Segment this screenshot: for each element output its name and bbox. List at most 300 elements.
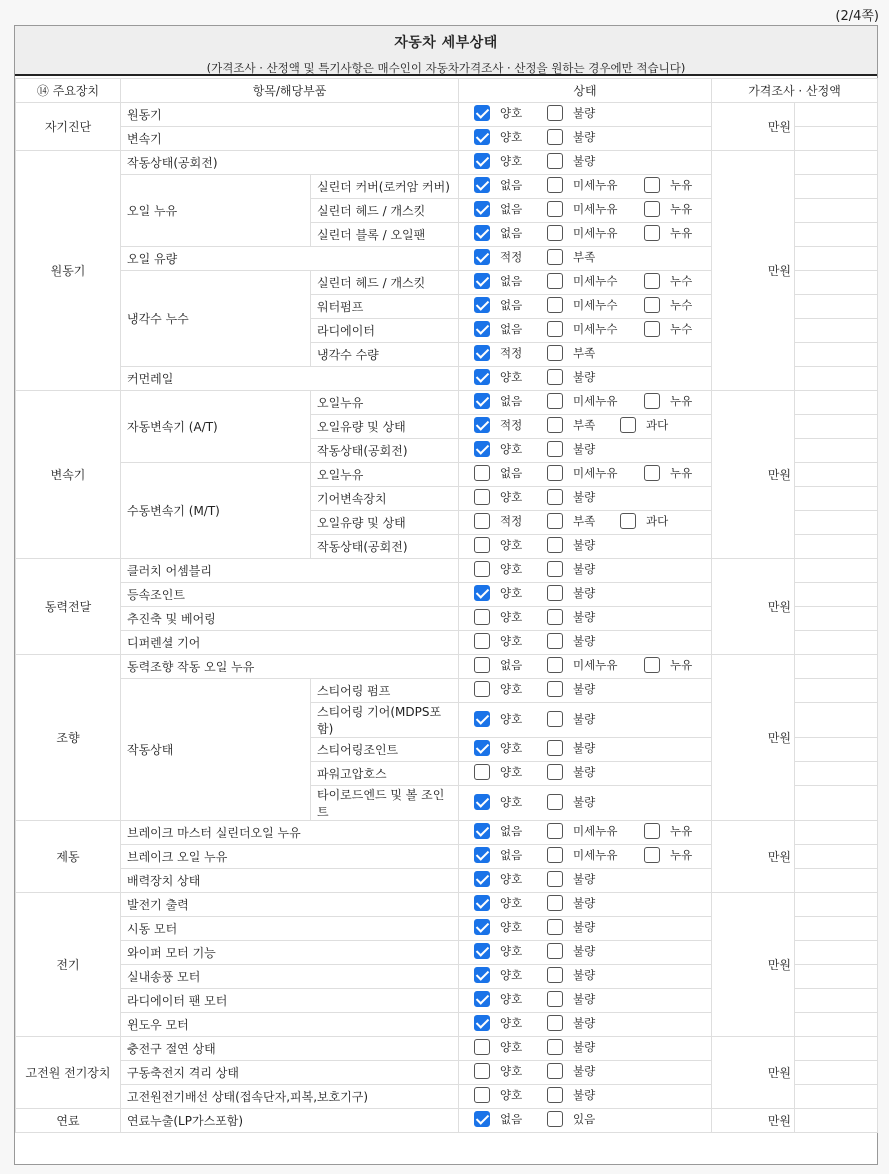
checkbox[interactable] <box>547 465 563 481</box>
option-label: 양호 <box>500 130 523 144</box>
checkbox[interactable] <box>474 249 490 265</box>
checkbox[interactable] <box>474 273 490 289</box>
state-option <box>538 153 611 169</box>
price-input-cell[interactable] <box>795 965 878 989</box>
option-label: 미세누유 <box>573 824 618 838</box>
state-option <box>538 871 611 887</box>
option-label: 미세누수 <box>573 274 618 288</box>
price-input-cell[interactable] <box>795 1085 878 1109</box>
checkbox[interactable] <box>547 393 563 409</box>
price-input-cell[interactable] <box>795 607 878 631</box>
price-unit: 만원 <box>712 821 795 893</box>
checkbox[interactable] <box>547 561 563 577</box>
checkbox[interactable] <box>547 711 563 727</box>
checkbox[interactable] <box>547 585 563 601</box>
checkbox[interactable] <box>547 794 563 810</box>
page-subtitle: (가격조사 · 산정액 및 특기사항은 매수인이 자동차가격조사 · 산정을 원하는 경우에만 적습니다) <box>206 61 686 75</box>
state-option <box>635 657 708 673</box>
checkbox[interactable] <box>547 273 563 289</box>
checkbox[interactable] <box>474 369 490 385</box>
checkbox[interactable] <box>474 764 490 780</box>
state-option <box>465 895 538 911</box>
checkbox[interactable] <box>547 201 563 217</box>
checkbox[interactable] <box>547 225 563 241</box>
option-label: 양호 <box>500 1088 523 1102</box>
option-label: 적정 <box>500 346 523 360</box>
checkbox[interactable] <box>644 273 660 289</box>
checkbox[interactable] <box>474 417 490 433</box>
state-options <box>459 559 712 583</box>
option-label: 불량 <box>573 920 596 934</box>
price-input-cell[interactable] <box>795 679 878 703</box>
option-label: 불량 <box>573 1016 596 1030</box>
state-option <box>465 129 538 145</box>
checkbox[interactable] <box>474 297 490 313</box>
checkbox[interactable] <box>474 609 490 625</box>
price-input-cell[interactable] <box>795 487 878 511</box>
state-option <box>538 201 635 217</box>
checkbox[interactable] <box>547 297 563 313</box>
device-category: 전기 <box>16 893 121 1037</box>
price-input-cell[interactable] <box>795 703 878 738</box>
option-label: 양호 <box>500 1064 523 1078</box>
table-row <box>16 559 878 583</box>
checkbox[interactable] <box>644 297 660 313</box>
state-options <box>459 1061 712 1085</box>
state-option <box>465 847 538 863</box>
price-input-cell[interactable] <box>795 738 878 762</box>
checkbox[interactable] <box>644 657 660 673</box>
checkbox[interactable] <box>474 967 490 983</box>
item-label: 원동기 <box>121 103 459 127</box>
checkbox[interactable] <box>547 537 563 553</box>
checkbox[interactable] <box>474 345 490 361</box>
checkbox[interactable] <box>547 943 563 959</box>
state-option <box>635 201 708 217</box>
checkbox[interactable] <box>644 225 660 241</box>
option-label: 양호 <box>500 944 523 958</box>
state-options <box>459 463 712 487</box>
checkbox[interactable] <box>547 345 563 361</box>
option-label: 미세누유 <box>573 178 618 192</box>
checkbox[interactable] <box>474 393 490 409</box>
state-option <box>538 823 635 839</box>
state-options <box>459 247 712 271</box>
option-label: 적정 <box>500 418 523 432</box>
state-option <box>465 153 538 169</box>
checkbox[interactable] <box>547 633 563 649</box>
checkbox[interactable] <box>547 991 563 1007</box>
checkbox[interactable] <box>547 657 563 673</box>
price-input-cell[interactable] <box>795 583 878 607</box>
price-input-cell[interactable] <box>795 941 878 965</box>
option-label: 미세누유 <box>573 226 618 240</box>
state-option <box>635 225 708 241</box>
option-label: 불량 <box>573 610 596 624</box>
checkbox[interactable] <box>474 321 490 337</box>
price-input-cell[interactable] <box>795 1109 878 1133</box>
checkbox[interactable] <box>474 177 490 193</box>
state-option <box>465 681 538 697</box>
option-label: 누유 <box>670 394 693 408</box>
state-option <box>465 1111 538 1127</box>
option-label: 불량 <box>573 992 596 1006</box>
state-option <box>465 711 538 727</box>
price-input-cell[interactable] <box>795 151 878 175</box>
state-option <box>538 740 611 756</box>
option-label: 누유 <box>670 658 693 672</box>
price-input-cell[interactable] <box>795 223 878 247</box>
option-label: 불량 <box>573 682 596 696</box>
price-unit: 만원 <box>712 391 795 559</box>
price-input-cell[interactable] <box>795 989 878 1013</box>
checkbox[interactable] <box>474 129 490 145</box>
checkbox[interactable] <box>547 489 563 505</box>
checkbox[interactable] <box>474 740 490 756</box>
table-row <box>16 655 878 679</box>
price-input-cell[interactable] <box>795 199 878 223</box>
checkbox[interactable] <box>474 225 490 241</box>
price-unit: 만원 <box>712 1109 795 1133</box>
checkbox[interactable] <box>547 369 563 385</box>
state-option <box>538 711 611 727</box>
header-device: ⑭ 주요장치 <box>16 79 121 103</box>
state-options <box>459 583 712 607</box>
state-option <box>538 345 611 361</box>
inspection-sheet <box>14 25 878 1165</box>
state-option <box>465 513 538 529</box>
state-option <box>465 794 538 810</box>
option-label: 누유 <box>670 848 693 862</box>
checkbox[interactable] <box>474 871 490 887</box>
checkbox[interactable] <box>474 1111 490 1127</box>
state-option <box>465 321 538 337</box>
table-row <box>16 391 878 415</box>
item-label: 자동변속기 (A/T) <box>121 391 311 463</box>
state-options <box>459 607 712 631</box>
state-option <box>635 847 708 863</box>
price-input-cell[interactable] <box>795 415 878 439</box>
option-label: 양호 <box>500 106 523 120</box>
checkbox[interactable] <box>547 1015 563 1031</box>
checkbox[interactable] <box>547 847 563 863</box>
option-label: 양호 <box>500 896 523 910</box>
state-options <box>459 175 712 199</box>
state-options <box>459 367 712 391</box>
checkbox[interactable] <box>644 201 660 217</box>
option-label: 양호 <box>500 968 523 982</box>
state-option <box>538 561 611 577</box>
checkbox[interactable] <box>474 489 490 505</box>
checkbox[interactable] <box>547 1111 563 1127</box>
state-option <box>538 633 611 649</box>
sub-item-label: 실린더 헤드 / 개스킷 <box>311 199 459 223</box>
option-label: 적정 <box>500 250 523 264</box>
state-options <box>459 1109 712 1133</box>
state-option <box>538 105 611 121</box>
checkbox[interactable] <box>474 681 490 697</box>
checkbox[interactable] <box>547 967 563 983</box>
checkbox[interactable] <box>644 393 660 409</box>
state-option <box>538 794 611 810</box>
option-label: 불량 <box>573 562 596 576</box>
checkbox[interactable] <box>547 153 563 169</box>
checkbox[interactable] <box>474 105 490 121</box>
state-options <box>459 535 712 559</box>
checkbox[interactable] <box>644 177 660 193</box>
option-label: 불량 <box>573 130 596 144</box>
option-label: 양호 <box>500 586 523 600</box>
price-input-cell[interactable] <box>795 367 878 391</box>
sub-item-label: 작동상태(공회전) <box>311 535 459 559</box>
option-label: 누유 <box>670 226 693 240</box>
checkbox[interactable] <box>547 681 563 697</box>
checkbox[interactable] <box>547 823 563 839</box>
option-label: 양호 <box>500 765 523 779</box>
checkbox[interactable] <box>474 943 490 959</box>
state-option <box>635 321 708 337</box>
checkbox[interactable] <box>474 561 490 577</box>
sub-item-label: 실린더 커버(로커암 커버) <box>311 175 459 199</box>
state-options <box>459 631 712 655</box>
option-label: 불량 <box>573 1064 596 1078</box>
price-input-cell[interactable] <box>795 319 878 343</box>
checkbox[interactable] <box>547 895 563 911</box>
sub-item-label: 파워고압호스 <box>311 762 459 786</box>
checkbox[interactable] <box>644 465 660 481</box>
state-option <box>465 919 538 935</box>
state-option <box>538 609 611 625</box>
price-input-cell[interactable] <box>795 1061 878 1085</box>
checkbox[interactable] <box>474 1087 490 1103</box>
price-unit: 만원 <box>712 893 795 1037</box>
item-label: 발전기 출력 <box>121 893 459 917</box>
price-input-cell[interactable] <box>795 391 878 415</box>
price-input-cell[interactable] <box>795 1037 878 1061</box>
price-input-cell[interactable] <box>795 103 878 127</box>
price-input-cell[interactable] <box>795 893 878 917</box>
state-options <box>459 1037 712 1061</box>
state-options <box>459 223 712 247</box>
checkbox[interactable] <box>474 441 490 457</box>
checkbox[interactable] <box>547 321 563 337</box>
price-input-cell[interactable] <box>795 762 878 786</box>
table-row <box>16 103 878 127</box>
price-input-cell[interactable] <box>795 631 878 655</box>
checkbox[interactable] <box>547 1087 563 1103</box>
checkbox[interactable] <box>474 537 490 553</box>
price-input-cell[interactable] <box>795 127 878 151</box>
price-input-cell[interactable] <box>795 559 878 583</box>
state-option <box>538 943 611 959</box>
checkbox[interactable] <box>474 919 490 935</box>
checkbox[interactable] <box>547 177 563 193</box>
price-input-cell[interactable] <box>795 295 878 319</box>
price-input-cell[interactable] <box>795 1013 878 1037</box>
option-label: 누유 <box>670 202 693 216</box>
item-label: 커먼레일 <box>121 367 459 391</box>
checkbox[interactable] <box>474 991 490 1007</box>
checkbox[interactable] <box>547 129 563 145</box>
item-label: 냉각수 누수 <box>121 271 311 367</box>
option-label: 양호 <box>500 634 523 648</box>
sub-item-label: 오일누유 <box>311 463 459 487</box>
price-input-cell[interactable] <box>795 917 878 941</box>
option-label: 누유 <box>670 824 693 838</box>
checkbox[interactable] <box>547 417 563 433</box>
state-options <box>459 917 712 941</box>
page-number: (2/4쪽) <box>835 9 879 24</box>
item-label: 수동변속기 (M/T) <box>121 463 311 559</box>
checkbox[interactable] <box>474 895 490 911</box>
checkbox[interactable] <box>547 105 563 121</box>
item-label: 윈도우 모터 <box>121 1013 459 1037</box>
checkbox[interactable] <box>547 919 563 935</box>
state-option <box>538 393 635 409</box>
state-options <box>459 679 712 703</box>
table-body <box>16 103 878 1133</box>
state-option <box>465 105 538 121</box>
state-option <box>538 681 611 697</box>
price-input-cell[interactable] <box>795 511 878 535</box>
item-label: 추진축 및 베어링 <box>121 607 459 631</box>
item-label: 등속조인트 <box>121 583 459 607</box>
price-input-cell[interactable] <box>795 343 878 367</box>
page-title: 자동차 세부상태 <box>394 35 498 51</box>
sub-item-label: 냉각수 수량 <box>311 343 459 367</box>
option-label: 누수 <box>670 274 693 288</box>
state-option <box>538 129 611 145</box>
option-label: 불량 <box>573 634 596 648</box>
state-option <box>465 1015 538 1031</box>
checkbox[interactable] <box>644 847 660 863</box>
option-label: 불량 <box>573 944 596 958</box>
price-input-cell[interactable] <box>795 655 878 679</box>
state-option <box>538 369 611 385</box>
price-input-cell[interactable] <box>795 175 878 199</box>
state-option <box>465 201 538 217</box>
state-options <box>459 869 712 893</box>
price-input-cell[interactable] <box>795 869 878 893</box>
checkbox[interactable] <box>474 153 490 169</box>
option-label: 불량 <box>573 586 596 600</box>
state-option <box>538 249 611 265</box>
state-option <box>465 177 538 193</box>
checkbox[interactable] <box>547 609 563 625</box>
state-option <box>538 847 635 863</box>
price-input-cell[interactable] <box>795 271 878 295</box>
checkbox[interactable] <box>547 871 563 887</box>
option-label: 양호 <box>500 538 523 552</box>
checkbox[interactable] <box>547 764 563 780</box>
state-option <box>465 393 538 409</box>
option-label: 부족 <box>573 346 596 360</box>
state-option <box>465 585 538 601</box>
price-input-cell[interactable] <box>795 535 878 559</box>
option-label: 양호 <box>500 610 523 624</box>
option-label: 불량 <box>573 442 596 456</box>
checkbox[interactable] <box>620 513 636 529</box>
price-input-cell[interactable] <box>795 439 878 463</box>
state-option <box>538 297 635 313</box>
checkbox[interactable] <box>474 657 490 673</box>
checkbox[interactable] <box>644 823 660 839</box>
item-label: 클러치 어셈블리 <box>121 559 459 583</box>
table-row <box>16 151 878 175</box>
checkbox[interactable] <box>547 1039 563 1055</box>
price-unit: 만원 <box>712 103 795 151</box>
checkbox[interactable] <box>474 1015 490 1031</box>
sub-item-label: 오일유량 및 상태 <box>311 415 459 439</box>
item-label: 브레이크 오일 누유 <box>121 845 459 869</box>
state-option <box>538 489 611 505</box>
checkbox[interactable] <box>474 633 490 649</box>
option-label: 양호 <box>500 920 523 934</box>
header-price: 가격조사 · 산정액 <box>712 79 878 103</box>
sub-item-label: 스티어링 기어(MDPS포함) <box>311 703 459 738</box>
item-label: 고전원전기배선 상태(접속단자,피복,보호기구) <box>121 1085 459 1109</box>
item-label: 브레이크 마스터 실린더오일 누유 <box>121 821 459 845</box>
device-category: 자기진단 <box>16 103 121 151</box>
checkbox[interactable] <box>474 465 490 481</box>
checkbox[interactable] <box>474 794 490 810</box>
device-category: 원동기 <box>16 151 121 391</box>
price-input-cell[interactable] <box>795 786 878 821</box>
price-input-cell[interactable] <box>795 247 878 271</box>
state-option <box>465 297 538 313</box>
state-option <box>635 823 708 839</box>
checkbox[interactable] <box>644 321 660 337</box>
checkbox[interactable] <box>547 249 563 265</box>
state-option <box>465 417 538 433</box>
checkbox[interactable] <box>474 711 490 727</box>
sub-item-label: 기어변속장치 <box>311 487 459 511</box>
checkbox[interactable] <box>474 1039 490 1055</box>
state-option <box>465 633 538 649</box>
checkbox[interactable] <box>547 513 563 529</box>
checkbox[interactable] <box>474 823 490 839</box>
title-box <box>15 26 877 76</box>
state-option <box>538 967 611 983</box>
item-label: 라디에이터 팬 모터 <box>121 989 459 1013</box>
checkbox[interactable] <box>474 513 490 529</box>
state-options <box>459 1085 712 1109</box>
option-label: 불량 <box>573 154 596 168</box>
price-input-cell[interactable] <box>795 845 878 869</box>
option-label: 양호 <box>500 370 523 384</box>
price-input-cell[interactable] <box>795 463 878 487</box>
state-options <box>459 151 712 175</box>
checkbox[interactable] <box>620 417 636 433</box>
checkbox[interactable] <box>474 585 490 601</box>
checkbox[interactable] <box>474 201 490 217</box>
item-label: 변속기 <box>121 127 459 151</box>
device-category: 제동 <box>16 821 121 893</box>
state-option <box>635 297 708 313</box>
option-label: 부족 <box>573 514 596 528</box>
checkbox[interactable] <box>474 1063 490 1079</box>
state-option <box>465 561 538 577</box>
state-option <box>465 609 538 625</box>
checkbox[interactable] <box>474 847 490 863</box>
state-options <box>459 199 712 223</box>
checkbox[interactable] <box>547 740 563 756</box>
checkbox[interactable] <box>547 1063 563 1079</box>
price-input-cell[interactable] <box>795 821 878 845</box>
option-label: 누수 <box>670 322 693 336</box>
checkbox[interactable] <box>547 441 563 457</box>
sub-item-label: 스티어링 펌프 <box>311 679 459 703</box>
